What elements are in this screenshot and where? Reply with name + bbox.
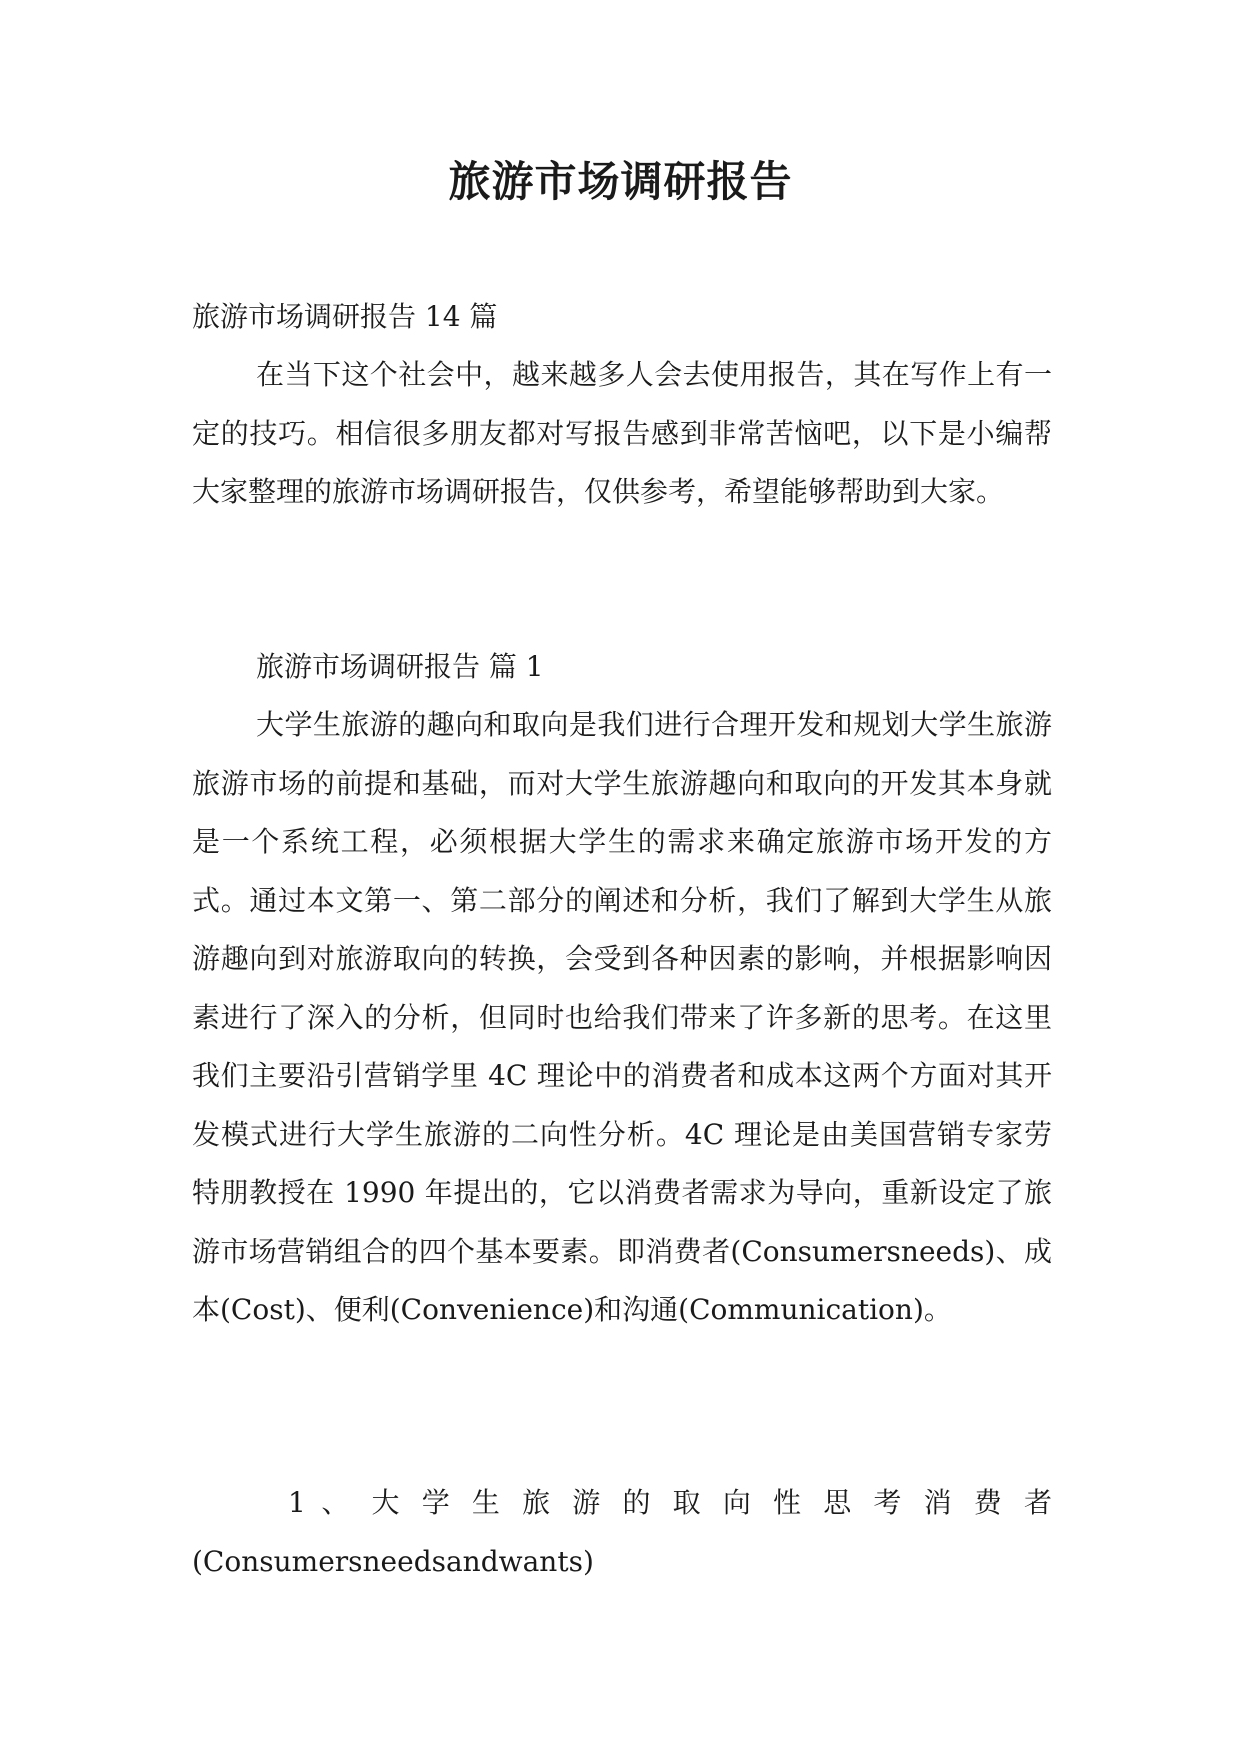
- section-body-paragraph: 大学生旅游的趣向和取向是我们进行合理开发和规划大学生旅游旅游市场的前提和基础，而对大学生旅游趣向和取向的开发其本身就是一个系统工程，必须根据大学生的需求来确定旅游市场开发的方式。通过本文第一、第二部分的阐述和分析，我们了解到大学生从旅游趣向到对旅游取向的转换，会受到各种因素的影响，并根据影响因素进行了深入的分析，但同时也给我们带来了许多新的思考。在这里我们主要沿引营销学里 4C 理论中的消费者和成本这两个方面对其开发模式进行大学生旅游的二向性分析。4C 理论是由美国营销专家劳特朋教授在 1990 年提出的，它以消费者需求为导向，重新设定了旅游市场营销组合的四个基本要素。即消费者(Consumersneeds)、成本(Cost)、便利(Convenience)和沟通(Communication)。: [192, 708, 1052, 1326]
- document-subtitle: 旅游市场调研报告 14 篇: [192, 300, 498, 333]
- point-1-heading: 1 、 大 学 生 旅 游 的 取 向 性 思 考 消 费 者 (Consumersneedsandwants): [192, 1486, 1052, 1578]
- section-heading: 旅游市场调研报告 篇 1: [256, 650, 544, 683]
- intro-paragraph: 在当下这个社会中，越来越多人会去使用报告，其在写作上有一定的技巧。相信很多朋友都对写报告感到非常苦恼吧，以下是小编帮大家整理的旅游市场调研报告，仅供参考，希望能够帮助到大家。: [192, 358, 1052, 508]
- document-title: 旅游市场调研报告: [448, 157, 793, 206]
